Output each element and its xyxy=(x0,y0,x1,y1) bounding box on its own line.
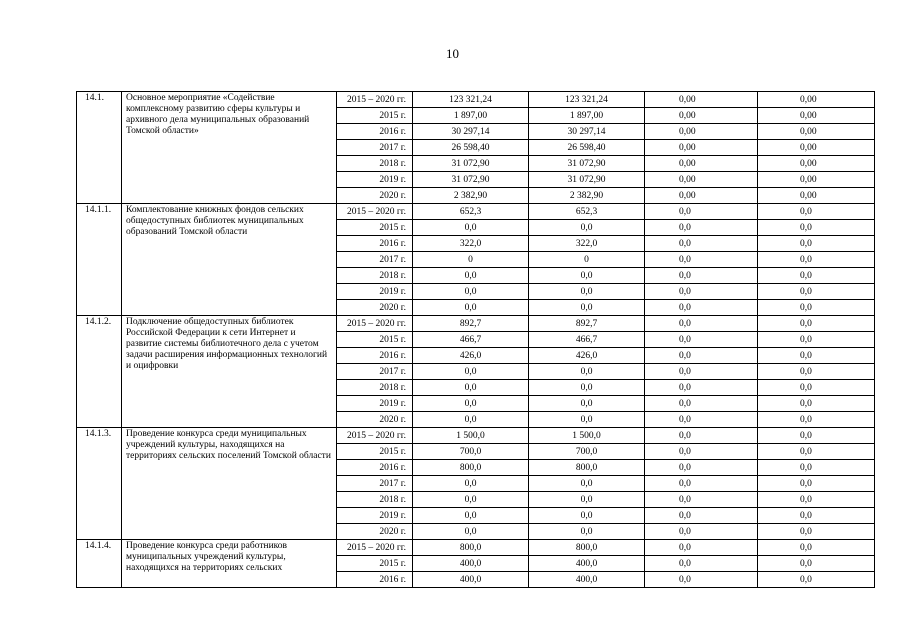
table-row xyxy=(77,92,875,108)
measure-name: Проведение конкурса среди муниципальных учреждений культуры, находящихся на территориях сельских поселений Томской области xyxy=(122,428,337,540)
regional-budget-cell: 892,7 xyxy=(529,316,645,332)
other-sources-cell: 0,0 xyxy=(758,460,875,476)
federal-budget-cell: 0,0 xyxy=(645,220,758,236)
federal-budget-cell: 0,0 xyxy=(645,204,758,220)
period-cell: 2015 г. xyxy=(337,332,413,348)
federal-budget-cell: 0,0 xyxy=(645,540,758,556)
period-cell: 2019 г. xyxy=(337,284,413,300)
regional-budget-cell: 2 382,90 xyxy=(529,188,645,204)
federal-budget-cell: 0,0 xyxy=(645,524,758,540)
total-amount-cell: 892,7 xyxy=(413,316,529,332)
regional-budget-cell: 0,0 xyxy=(529,524,645,540)
federal-budget-cell: 0,00 xyxy=(645,140,758,156)
total-amount-cell: 0,0 xyxy=(413,412,529,428)
period-cell: 2015 – 2020 гг. xyxy=(337,204,413,220)
federal-budget-cell: 0,00 xyxy=(645,124,758,140)
regional-budget-cell: 0 xyxy=(529,252,645,268)
other-sources-cell: 0,00 xyxy=(758,172,875,188)
other-sources-cell: 0,0 xyxy=(758,540,875,556)
other-sources-cell: 0,0 xyxy=(758,412,875,428)
period-cell: 2020 г. xyxy=(337,412,413,428)
total-amount-cell: 0,0 xyxy=(413,476,529,492)
regional-budget-cell: 123 321,24 xyxy=(529,92,645,108)
total-amount-cell: 0,0 xyxy=(413,396,529,412)
other-sources-cell: 0,0 xyxy=(758,572,875,588)
total-amount-cell: 0,0 xyxy=(413,364,529,380)
measure-name: Комплектование книжных фондов сельских общедоступных библиотек муниципальных образований Томской области xyxy=(122,204,337,316)
table-row xyxy=(77,316,875,332)
regional-budget-cell: 0,0 xyxy=(529,396,645,412)
other-sources-cell: 0,00 xyxy=(758,124,875,140)
federal-budget-cell: 0,0 xyxy=(645,380,758,396)
total-amount-cell: 1 500,0 xyxy=(413,428,529,444)
regional-budget-cell: 26 598,40 xyxy=(529,140,645,156)
federal-budget-cell: 0,0 xyxy=(645,508,758,524)
regional-budget-cell: 322,0 xyxy=(529,236,645,252)
period-cell: 2017 г. xyxy=(337,476,413,492)
total-amount-cell: 0,0 xyxy=(413,300,529,316)
measure-code: 14.1.3. xyxy=(77,428,122,540)
federal-budget-cell: 0,0 xyxy=(645,284,758,300)
other-sources-cell: 0,0 xyxy=(758,508,875,524)
federal-budget-cell: 0,0 xyxy=(645,348,758,364)
period-cell: 2016 г. xyxy=(337,572,413,588)
other-sources-cell: 0,0 xyxy=(758,364,875,380)
regional-budget-cell: 0,0 xyxy=(529,364,645,380)
other-sources-cell: 0,0 xyxy=(758,220,875,236)
period-cell: 2017 г. xyxy=(337,364,413,380)
regional-budget-cell: 652,3 xyxy=(529,204,645,220)
period-cell: 2018 г. xyxy=(337,268,413,284)
federal-budget-cell: 0,0 xyxy=(645,460,758,476)
regional-budget-cell: 800,0 xyxy=(529,540,645,556)
other-sources-cell: 0,0 xyxy=(758,252,875,268)
measure-code: 14.1. xyxy=(77,92,122,204)
federal-budget-cell: 0,0 xyxy=(645,268,758,284)
total-amount-cell: 0 xyxy=(413,252,529,268)
total-amount-cell: 0,0 xyxy=(413,220,529,236)
measure-code: 14.1.1. xyxy=(77,204,122,316)
other-sources-cell: 0,0 xyxy=(758,332,875,348)
regional-budget-cell: 400,0 xyxy=(529,556,645,572)
table-row xyxy=(77,204,875,220)
regional-budget-cell: 0,0 xyxy=(529,284,645,300)
period-cell: 2015 – 2020 гг. xyxy=(337,316,413,332)
regional-budget-cell: 800,0 xyxy=(529,460,645,476)
regional-budget-cell: 0,0 xyxy=(529,220,645,236)
total-amount-cell: 426,0 xyxy=(413,348,529,364)
federal-budget-cell: 0,00 xyxy=(645,92,758,108)
total-amount-cell: 123 321,24 xyxy=(413,92,529,108)
total-amount-cell: 0,0 xyxy=(413,524,529,540)
total-amount-cell: 400,0 xyxy=(413,572,529,588)
regional-budget-cell: 400,0 xyxy=(529,572,645,588)
period-cell: 2015 г. xyxy=(337,444,413,460)
total-amount-cell: 31 072,90 xyxy=(413,156,529,172)
federal-budget-cell: 0,0 xyxy=(645,300,758,316)
period-cell: 2017 г. xyxy=(337,140,413,156)
federal-budget-cell: 0,0 xyxy=(645,492,758,508)
federal-budget-cell: 0,00 xyxy=(645,156,758,172)
federal-budget-cell: 0,00 xyxy=(645,188,758,204)
other-sources-cell: 0,00 xyxy=(758,92,875,108)
total-amount-cell: 0,0 xyxy=(413,492,529,508)
measure-code: 14.1.4. xyxy=(77,540,122,588)
other-sources-cell: 0,0 xyxy=(758,492,875,508)
measure-name: Подключение общедоступных библиотек Российской Федерации к сети Интернет и развитие системы библиотечного дела с учетом задачи расширения информационных технологий и оцифровки xyxy=(122,316,337,428)
other-sources-cell: 0,0 xyxy=(758,348,875,364)
regional-budget-cell: 426,0 xyxy=(529,348,645,364)
total-amount-cell: 800,0 xyxy=(413,540,529,556)
total-amount-cell: 466,7 xyxy=(413,332,529,348)
federal-budget-cell: 0,0 xyxy=(645,412,758,428)
period-cell: 2016 г. xyxy=(337,460,413,476)
period-cell: 2020 г. xyxy=(337,524,413,540)
other-sources-cell: 0,0 xyxy=(758,524,875,540)
period-cell: 2015 г. xyxy=(337,556,413,572)
total-amount-cell: 0,0 xyxy=(413,268,529,284)
regional-budget-cell: 0,0 xyxy=(529,476,645,492)
other-sources-cell: 0,0 xyxy=(758,444,875,460)
total-amount-cell: 800,0 xyxy=(413,460,529,476)
federal-budget-cell: 0,0 xyxy=(645,316,758,332)
other-sources-cell: 0,0 xyxy=(758,476,875,492)
regional-budget-cell: 0,0 xyxy=(529,300,645,316)
other-sources-cell: 0,0 xyxy=(758,396,875,412)
regional-budget-cell: 700,0 xyxy=(529,444,645,460)
regional-budget-cell: 0,0 xyxy=(529,380,645,396)
total-amount-cell: 30 297,14 xyxy=(413,124,529,140)
period-cell: 2016 г. xyxy=(337,348,413,364)
total-amount-cell: 1 897,00 xyxy=(413,108,529,124)
table-row xyxy=(77,540,875,556)
regional-budget-cell: 31 072,90 xyxy=(529,172,645,188)
other-sources-cell: 0,0 xyxy=(758,204,875,220)
total-amount-cell: 322,0 xyxy=(413,236,529,252)
other-sources-cell: 0,0 xyxy=(758,316,875,332)
total-amount-cell: 400,0 xyxy=(413,556,529,572)
federal-budget-cell: 0,0 xyxy=(645,572,758,588)
federal-budget-cell: 0,0 xyxy=(645,364,758,380)
period-cell: 2018 г. xyxy=(337,156,413,172)
regional-budget-cell: 466,7 xyxy=(529,332,645,348)
period-cell: 2015 – 2020 гг. xyxy=(337,428,413,444)
federal-budget-cell: 0,00 xyxy=(645,108,758,124)
other-sources-cell: 0,00 xyxy=(758,140,875,156)
period-cell: 2019 г. xyxy=(337,396,413,412)
period-cell: 2015 – 2020 гг. xyxy=(337,540,413,556)
federal-budget-cell: 0,0 xyxy=(645,476,758,492)
regional-budget-cell: 1 500,0 xyxy=(529,428,645,444)
federal-budget-cell: 0,0 xyxy=(645,236,758,252)
other-sources-cell: 0,0 xyxy=(758,300,875,316)
period-cell: 2019 г. xyxy=(337,172,413,188)
other-sources-cell: 0,0 xyxy=(758,380,875,396)
regional-budget-cell: 0,0 xyxy=(529,412,645,428)
federal-budget-cell: 0,0 xyxy=(645,252,758,268)
regional-budget-cell: 0,0 xyxy=(529,268,645,284)
regional-budget-cell: 1 897,00 xyxy=(529,108,645,124)
other-sources-cell: 0,0 xyxy=(758,236,875,252)
other-sources-cell: 0,0 xyxy=(758,284,875,300)
total-amount-cell: 0,0 xyxy=(413,508,529,524)
period-cell: 2018 г. xyxy=(337,380,413,396)
total-amount-cell: 700,0 xyxy=(413,444,529,460)
other-sources-cell: 0,0 xyxy=(758,556,875,572)
period-cell: 2015 г. xyxy=(337,108,413,124)
regional-budget-cell: 0,0 xyxy=(529,492,645,508)
other-sources-cell: 0,00 xyxy=(758,108,875,124)
regional-budget-cell: 31 072,90 xyxy=(529,156,645,172)
total-amount-cell: 0,0 xyxy=(413,284,529,300)
budget-table xyxy=(76,91,875,588)
federal-budget-cell: 0,0 xyxy=(645,428,758,444)
regional-budget-cell: 0,0 xyxy=(529,508,645,524)
other-sources-cell: 0,00 xyxy=(758,156,875,172)
period-cell: 2015 – 2020 гг. xyxy=(337,92,413,108)
federal-budget-cell: 0,0 xyxy=(645,556,758,572)
measure-name: Основное мероприятие «Содействие комплексному развитию сферы культуры и архивного дела муниципальных образований Томской области» xyxy=(122,92,337,204)
other-sources-cell: 0,0 xyxy=(758,428,875,444)
total-amount-cell: 0,0 xyxy=(413,380,529,396)
total-amount-cell: 2 382,90 xyxy=(413,188,529,204)
period-cell: 2018 г. xyxy=(337,492,413,508)
period-cell: 2020 г. xyxy=(337,188,413,204)
measure-name: Проведение конкурса среди работников муниципальных учреждений культуры, находящихся на территориях сельских xyxy=(122,540,337,588)
period-cell: 2019 г. xyxy=(337,508,413,524)
federal-budget-cell: 0,00 xyxy=(645,172,758,188)
total-amount-cell: 652,3 xyxy=(413,204,529,220)
total-amount-cell: 26 598,40 xyxy=(413,140,529,156)
federal-budget-cell: 0,0 xyxy=(645,332,758,348)
period-cell: 2016 г. xyxy=(337,124,413,140)
period-cell: 2020 г. xyxy=(337,300,413,316)
federal-budget-cell: 0,0 xyxy=(645,444,758,460)
page-number: 10 xyxy=(446,46,459,61)
period-cell: 2016 г. xyxy=(337,236,413,252)
regional-budget-cell: 30 297,14 xyxy=(529,124,645,140)
other-sources-cell: 0,00 xyxy=(758,188,875,204)
period-cell: 2017 г. xyxy=(337,252,413,268)
table-row xyxy=(77,428,875,444)
other-sources-cell: 0,0 xyxy=(758,268,875,284)
measure-code: 14.1.2. xyxy=(77,316,122,428)
federal-budget-cell: 0,0 xyxy=(645,396,758,412)
total-amount-cell: 31 072,90 xyxy=(413,172,529,188)
period-cell: 2015 г. xyxy=(337,220,413,236)
